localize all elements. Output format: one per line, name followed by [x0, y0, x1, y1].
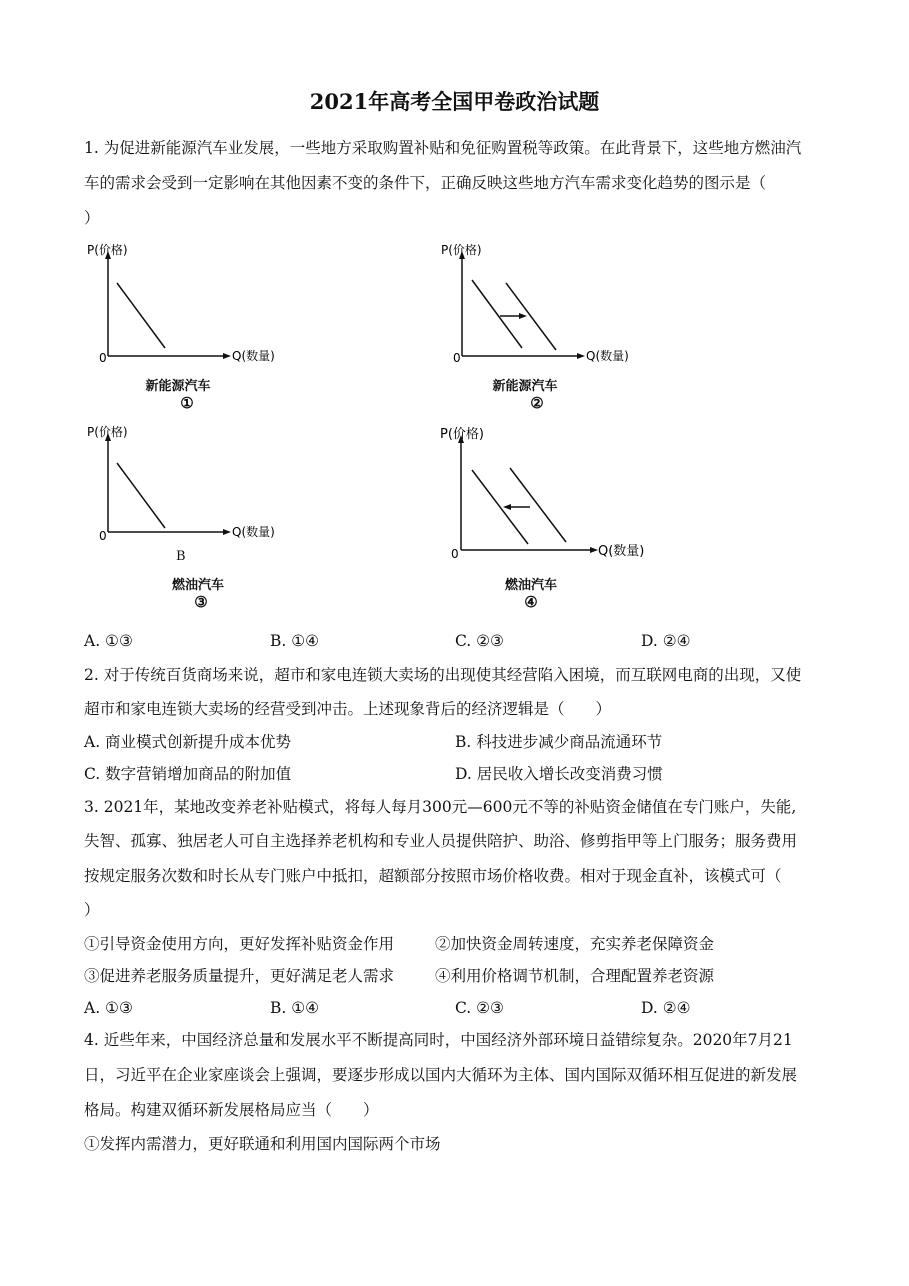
graph-1-ylabel: P(价格) — [87, 243, 128, 257]
graph-2-ylabel: P(价格) — [441, 243, 482, 257]
demand-curve-original — [472, 280, 522, 348]
graph-4-number: ④ — [524, 593, 538, 611]
q3-item-3: ③促进养老服务质量提升，更好满足老人需求 — [84, 967, 395, 985]
q1-option-a[interactable]: A. ①③ — [84, 632, 133, 650]
graph-3-origin: 0 — [99, 529, 107, 543]
graph-4-ylabel: P(价格) — [440, 427, 484, 442]
q4-item-1: ①发挥内需潜力，更好联通和利用国内国际两个市场 — [84, 1135, 441, 1153]
graph-1-number: ① — [180, 394, 194, 412]
q4-line-1: 4. 近些年来，中国经济总量和发展水平不断提高同时，中国经济外部环境日益错综复杂。2020年7月21 — [84, 1031, 793, 1049]
graph-1-origin: 0 — [99, 351, 107, 365]
graph-4 — [434, 420, 654, 569]
q1-option-d[interactable]: D. ②④ — [641, 632, 691, 650]
q1-option-b[interactable]: B. ①④ — [270, 632, 320, 650]
graph-2-origin: 0 — [453, 351, 461, 365]
q2-line-1: 2. 对于传统百货商场来说，超市和家电连锁大卖场的出现使其经营陷入困境，而互联网电商的出现，又使 — [84, 666, 802, 684]
graph-4-caption: 燃油汽车 — [504, 578, 557, 593]
graph-3 — [80, 420, 280, 554]
q2-line-2: 超市和家电连锁大卖场的经营受到冲击。上述现象背后的经济逻辑是（ ） — [84, 700, 612, 718]
graph-3-ylabel: P(价格) — [87, 425, 128, 439]
q1-line-2: 车的需求会受到一定影响在其他因素不变的条件下，正确反映这些地方汽车需求变化趋势的图示是（ — [84, 174, 767, 192]
demand-curve — [117, 283, 165, 348]
q2-option-d[interactable]: D. 居民收入增长改变消费习惯 — [455, 765, 663, 783]
q3-line-2: 失智、孤寡、独居老人可自主选择养老机构和专业人员提供陪护、助浴、修剪指甲等上门服务；服务费用 — [84, 832, 798, 850]
q3-item-2: ②加快资金周转速度，充实养老保障资金 — [435, 935, 715, 953]
graph-2-caption: 新能源汽车 — [492, 379, 558, 394]
q3-option-d[interactable]: D. ②④ — [641, 999, 691, 1017]
q3-item-1: ①引导资金使用方向，更好发挥补贴资金作用 — [84, 935, 395, 953]
q3-option-b[interactable]: B. ①④ — [270, 999, 320, 1017]
q3-line-3: 按规定服务次数和时长从专门账户中抵扣，超额部分按照市场价格收费。相对于现金直补，该模式可（ — [84, 867, 782, 885]
page-title: 2021年高考全国甲卷政治试题 — [309, 89, 600, 114]
graph-1 — [80, 238, 280, 372]
graph-3-xlabel: Q(数量) — [232, 525, 275, 539]
graph-3-number: ③ — [194, 593, 208, 611]
demand-curve — [117, 463, 165, 528]
q3-line-1: 3. 2021年，某地改变养老补贴模式，将每人每月300元—600元不等的补贴资金储值在专门账户，失能, — [84, 798, 797, 816]
q1-line-1: 1. 为促进新能源汽车业发展，一些地方采取购置补贴和免征购置税等政策。在此背景下，这些地方燃油汽 — [84, 139, 802, 157]
q1-option-c[interactable]: C. ②③ — [455, 632, 504, 650]
graph-1-caption: 新能源汽车 — [145, 379, 211, 394]
graph-4-origin: 0 — [451, 547, 459, 561]
q3-item-4: ④利用价格调节机制，合理配置养老资源 — [435, 967, 715, 985]
graph-2-xlabel: Q(数量) — [586, 349, 629, 363]
q4-line-3: 格局。构建双循环新发展格局应当（ ） — [84, 1101, 379, 1119]
q4-line-2: 日，习近平在企业家座谈会上强调，要逐步形成以国内大循环为主体、国内国际双循环相互促进的新发展 — [84, 1066, 798, 1084]
q1-line-3: ） — [84, 209, 100, 227]
q3-line-4: ） — [84, 901, 100, 919]
graph-3-caption: 燃油汽车 — [171, 578, 224, 593]
graph-4-xlabel: Q(数量) — [598, 544, 645, 559]
q3-option-c[interactable]: C. ②③ — [455, 999, 504, 1017]
graph-1-xlabel: Q(数量) — [232, 349, 275, 363]
graph-3-extra-label: B — [176, 549, 186, 564]
q2-option-c[interactable]: C. 数字营销增加商品的附加值 — [84, 765, 292, 783]
q2-option-b[interactable]: B. 科技进步减少商品流通环节 — [455, 733, 663, 751]
q3-option-a[interactable]: A. ①③ — [84, 999, 133, 1017]
graph-2-number: ② — [530, 394, 544, 412]
graph-2 — [434, 238, 644, 372]
q2-option-a[interactable]: A. 商业模式创新提升成本优势 — [84, 733, 292, 751]
